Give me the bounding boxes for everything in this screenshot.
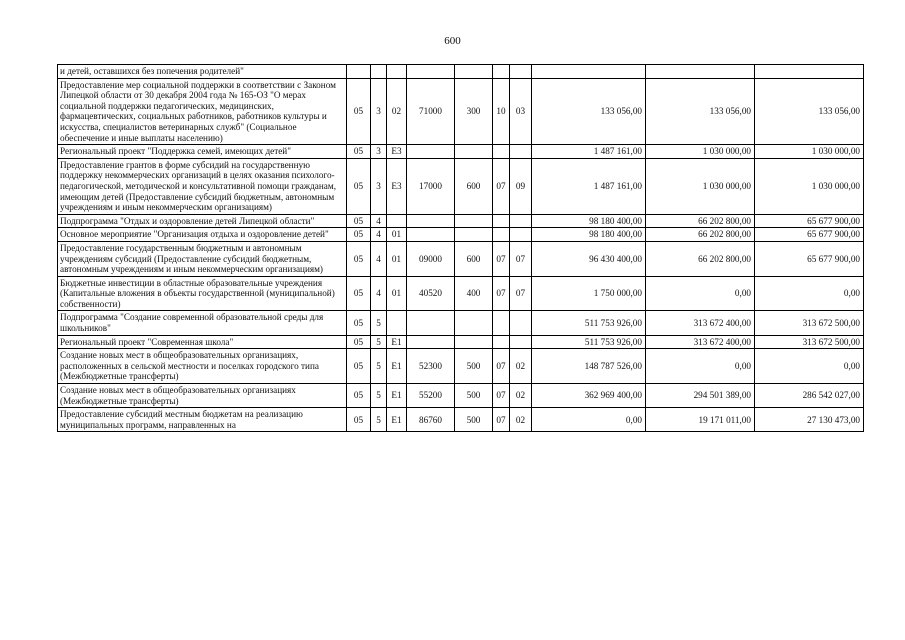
section-code: 05 [347,349,371,384]
table-row [58,158,864,214]
expense-code [407,214,455,228]
subprogram-code: 4 [371,241,387,276]
subsection-code: 02 [510,384,532,408]
chapter-code: 10 [493,78,510,145]
amount-year-3: 286 542 027,00 [755,384,864,408]
table-row [58,276,864,311]
amount-year-3: 133 056,00 [755,78,864,145]
expense-code: 17000 [407,158,455,214]
section-code: 05 [347,241,371,276]
amount-year-1: 511 753 926,00 [532,335,646,349]
amount-year-3 [755,65,864,79]
amount-year-1: 511 753 926,00 [532,311,646,335]
section-code: 05 [347,78,371,145]
row-description: и детей, оставшихся без попечения родителей" [58,65,347,79]
amount-year-2: 0,00 [646,276,755,311]
subprogram-code: 5 [371,349,387,384]
chapter-code: 07 [493,158,510,214]
item-code: E3 [387,158,407,214]
subprogram-code: 4 [371,214,387,228]
item-code: 01 [387,228,407,242]
amount-year-2: 66 202 800,00 [646,228,755,242]
type-code: 500 [455,384,493,408]
amount-year-1: 1 487 161,00 [532,145,646,159]
amount-year-3: 65 677 900,00 [755,214,864,228]
expense-code [407,311,455,335]
type-code [455,311,493,335]
expense-code [407,228,455,242]
expense-code [407,335,455,349]
item-code [387,214,407,228]
subsection-code [510,311,532,335]
item-code [387,65,407,79]
subprogram-code: 3 [371,78,387,145]
expense-code [407,145,455,159]
table-row [58,241,864,276]
amount-year-3: 1 030 000,00 [755,145,864,159]
amount-year-2: 313 672 400,00 [646,335,755,349]
section-code: 05 [347,408,371,432]
expense-code: 40520 [407,276,455,311]
subsection-code: 07 [510,276,532,311]
type-code [455,214,493,228]
page-number: 600 [444,35,461,47]
item-code: E3 [387,145,407,159]
amount-year-2: 133 056,00 [646,78,755,145]
row-description: Региональный проект "Современная школа" [58,335,347,349]
amount-year-2: 0,00 [646,349,755,384]
amount-year-1: 0,00 [532,408,646,432]
amount-year-2: 66 202 800,00 [646,241,755,276]
amount-year-1: 1 487 161,00 [532,158,646,214]
amount-year-1 [532,65,646,79]
amount-year-1: 1 750 000,00 [532,276,646,311]
table-row [58,214,864,228]
item-code: 02 [387,78,407,145]
amount-year-1: 98 180 400,00 [532,228,646,242]
table-body [58,65,864,432]
table-row [58,78,864,145]
subsection-code: 09 [510,158,532,214]
subprogram-code: 5 [371,335,387,349]
row-description: Подпрограмма "Отдых и оздоровление детей Липецкой области" [58,214,347,228]
chapter-code: 07 [493,384,510,408]
subsection-code [510,228,532,242]
amount-year-2 [646,65,755,79]
amount-year-1: 133 056,00 [532,78,646,145]
subsection-code: 02 [510,349,532,384]
subsection-code [510,65,532,79]
chapter-code [493,335,510,349]
expense-code: 52300 [407,349,455,384]
expense-code [407,65,455,79]
chapter-code: 07 [493,349,510,384]
row-description: Подпрограмма "Создание современной образовательной среды для школьников" [58,311,347,335]
expense-code: 86760 [407,408,455,432]
amount-year-2: 66 202 800,00 [646,214,755,228]
subprogram-code [371,65,387,79]
type-code [455,65,493,79]
row-description: Региональный проект "Поддержка семей, имеющих детей" [58,145,347,159]
amount-year-2: 294 501 389,00 [646,384,755,408]
type-code: 400 [455,276,493,311]
table-row [58,408,864,432]
amount-year-2: 19 171 011,00 [646,408,755,432]
subprogram-code: 5 [371,408,387,432]
item-code: E1 [387,408,407,432]
table-row [58,335,864,349]
chapter-code [493,214,510,228]
chapter-code [493,311,510,335]
type-code [455,145,493,159]
subprogram-code: 5 [371,311,387,335]
budget-table [57,64,864,432]
table-row [58,311,864,335]
chapter-code: 07 [493,276,510,311]
table-row [58,384,864,408]
amount-year-3: 0,00 [755,276,864,311]
item-code: 01 [387,276,407,311]
row-description: Предоставление мер социальной поддержки в соответствии с Законом Липецкой области от 30 декабря 2004 года № 165-ОЗ "О мерах социальной поддержки педагогических, медицинских, фармацевтических, социальных работников, работников культуры и искусства, специалистов ветеринарных служб" (Социальное обеспечение и иные выплаты населению) [58,78,347,145]
amount-year-2: 1 030 000,00 [646,158,755,214]
row-description: Предоставление государственным бюджетным и автономным учреждениям субсидий (Предоставление субсидий бюджетным, автономным учреждениям и иным некоммерческим организациям) [58,241,347,276]
amount-year-3: 1 030 000,00 [755,158,864,214]
subprogram-code: 4 [371,276,387,311]
subsection-code [510,214,532,228]
amount-year-2: 313 672 400,00 [646,311,755,335]
row-description: Предоставление субсидий местным бюджетам на реализацию муниципальных программ, направленных на [58,408,347,432]
amount-year-3: 313 672 500,00 [755,335,864,349]
chapter-code: 07 [493,408,510,432]
section-code: 05 [347,335,371,349]
table-row [58,349,864,384]
type-code [455,335,493,349]
subprogram-code: 3 [371,145,387,159]
item-code: E1 [387,384,407,408]
section-code: 05 [347,145,371,159]
section-code: 05 [347,384,371,408]
expense-code: 71000 [407,78,455,145]
subsection-code: 02 [510,408,532,432]
table-row [58,228,864,242]
row-description: Создание новых мест в общеобразовательных организациях, расположенных в сельской местности и поселках городского типа (Межбюджетные трансферты) [58,349,347,384]
section-code [347,65,371,79]
amount-year-3: 313 672 500,00 [755,311,864,335]
section-code: 05 [347,276,371,311]
table-row [58,65,864,79]
table-row [58,145,864,159]
type-code: 600 [455,241,493,276]
amount-year-3: 65 677 900,00 [755,228,864,242]
section-code: 05 [347,311,371,335]
subprogram-code: 5 [371,384,387,408]
chapter-code [493,65,510,79]
row-description: Основное мероприятие "Организация отдыха и оздоровление детей" [58,228,347,242]
item-code: E1 [387,335,407,349]
expense-code: 09000 [407,241,455,276]
type-code: 300 [455,78,493,145]
subprogram-code: 4 [371,228,387,242]
chapter-code: 07 [493,241,510,276]
amount-year-2: 1 030 000,00 [646,145,755,159]
type-code: 600 [455,158,493,214]
item-code [387,311,407,335]
amount-year-1: 362 969 400,00 [532,384,646,408]
item-code: 01 [387,241,407,276]
row-description: Предоставление грантов в форме субсидий на государственную поддержку некоммерческих организаций в целях оказания психолого-педагогической, методической и консультативной помощи гражданам, имеющим детей (Предоставление субсидий бюджетным, автономным учреждениям и иным некоммерческим организациям) [58,158,347,214]
expense-code: 55200 [407,384,455,408]
amount-year-1: 96 430 400,00 [532,241,646,276]
amount-year-3: 27 130 473,00 [755,408,864,432]
amount-year-1: 148 787 526,00 [532,349,646,384]
subsection-code: 07 [510,241,532,276]
type-code [455,228,493,242]
type-code: 500 [455,349,493,384]
row-description: Создание новых мест в общеобразовательных организациях (Межбюджетные трансферты) [58,384,347,408]
subprogram-code: 3 [371,158,387,214]
item-code: E1 [387,349,407,384]
amount-year-3: 65 677 900,00 [755,241,864,276]
subsection-code [510,335,532,349]
amount-year-1: 98 180 400,00 [532,214,646,228]
subsection-code: 03 [510,78,532,145]
section-code: 05 [347,158,371,214]
section-code: 05 [347,228,371,242]
row-description: Бюджетные инвестиции в областные образовательные учреждения (Капитальные вложения в объекты государственной (муниципальной) собственности) [58,276,347,311]
amount-year-3: 0,00 [755,349,864,384]
subsection-code [510,145,532,159]
type-code: 500 [455,408,493,432]
chapter-code [493,145,510,159]
section-code: 05 [347,214,371,228]
chapter-code [493,228,510,242]
